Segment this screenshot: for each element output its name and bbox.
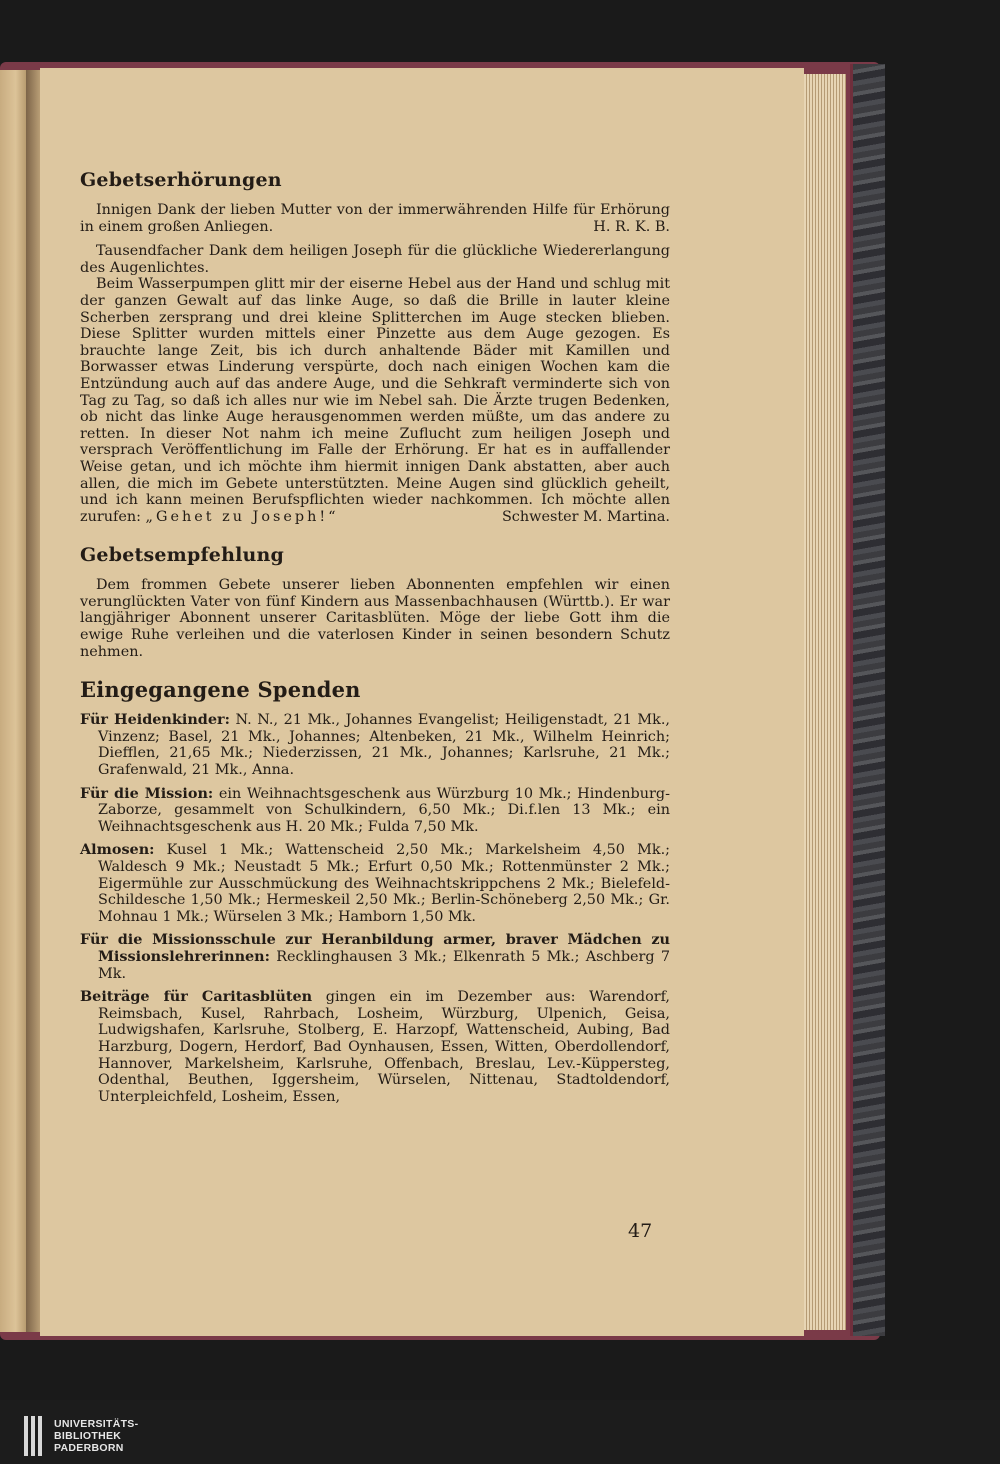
marbled-edge bbox=[850, 64, 885, 1336]
prayer-quote: „Gehet zu Joseph!“ bbox=[145, 508, 339, 525]
donation-text: ein Weihnachtsgeschenk aus Würzburg 10 Mk.; Hindenburg-Zaborze, gesammelt von Schulkindern, 6,50 Mk.; Di.f.len 13 Mk.; ein Weihnachtsgeschenk aus H. 20 Mk.; Fulda 7,50 Mk. bbox=[98, 785, 670, 835]
heading-recommendation: Gebetsempfehlung bbox=[80, 544, 285, 567]
donation-entry bbox=[80, 712, 670, 778]
prayer-paragraph-1 bbox=[80, 202, 670, 235]
donation-label: Für die Missionsschule zur Heranbildung armer, braver Mädchen zu Missionslehrerinnen: bbox=[80, 931, 670, 965]
logo-line: PADERBORN bbox=[54, 1442, 124, 1454]
donation-text: gingen ein im Dezember aus: Warendorf, Reimsbach, Kusel, Rahrbach, Losheim, Würzburg, Ulpenich, Geisa, Ludwigshafen, Karlsruhe, Stolberg, E. Harzopf, Wattenscheid, Aubing, Bad Harzburg, Dogern, Herdorf, Bad Oynhausen, Essen, Witten, Oberdollendorf, Hannover, Markelsheim, Karlsruhe, Offenbach, Breslau, Lev.-Küppersteg, Odenthal, Beuthen, Iggersheim, Würselen, Nittenau, Stadtoldendorf, Unterpleichfeld, Losheim, Essen, bbox=[98, 989, 671, 1105]
donation-label: Für Heidenkinder: bbox=[80, 711, 230, 729]
library-logo bbox=[24, 1416, 138, 1456]
prayer-paragraph-2: Tausendfacher Dank dem heiligen Joseph für die glückliche Wiedererlangung des Augenlichtes. bbox=[80, 243, 670, 276]
prayer-paragraph-3 bbox=[80, 276, 670, 525]
recommendation-paragraph: Dem frommen Gebete unserer lieben Abonnenten empfehlen wir einen verunglückten Vater von fünf Kindern aus Massenbachhausen (Württb.). Er war langjähriger Abonnent unserer Caritasblüten. Möge der liebe Gott ihm die ewige Ruhe verleihen und die vaterlosen Kinder in seinen besondern Schutz nehmen. bbox=[80, 577, 670, 660]
page-stack-edges bbox=[804, 74, 846, 1330]
library-logo-text bbox=[54, 1418, 138, 1454]
heading-prayers: Gebetserhörungen bbox=[80, 169, 282, 191]
donation-label: Für die Mission: bbox=[80, 784, 214, 802]
donation-entry bbox=[80, 989, 670, 1105]
prayer-text-1: Innigen Dank der lieben Mutter von der immerwährenden Hilfe für Erhörung in einem großen Anliegen. bbox=[80, 202, 670, 235]
facing-page-edge bbox=[0, 70, 26, 1332]
donation-text: N. N., 21 Mk., Johannes Evangelist; Heiligenstadt, 21 Mk., Vinzenz; Basel, 21 Mk., Johannes; Altenbeken, 21 Mk., Wilhelm Heinrich; Diefflen, 21,65 Mk.; Niederzissen, 21 Mk., Johannes; Karlsruhe, 21 Mk.; Grafenwald, 21 Mk., Anna. bbox=[98, 712, 671, 779]
heading-donations: Eingegangene Spenden bbox=[80, 677, 361, 703]
donation-entry bbox=[80, 786, 670, 836]
donation-label: Beiträge für Caritasblüten bbox=[80, 988, 313, 1006]
page-content bbox=[80, 168, 670, 1105]
donation-entry bbox=[80, 842, 670, 925]
book-gutter bbox=[26, 70, 40, 1332]
donation-text: Kusel 1 Mk.; Wattenscheid 2,50 Mk.; Markelsheim 4,50 Mk.; Waldesch 9 Mk.; Neustadt 5 Mk.; Erfurt 0,50 Mk.; Rottenmünster 2 Mk.; Eigermühle zur Ausschmückung des Weihnachtskrippchens 2 Mk.; Bielefeld-Schildesche 1,50 Mk.; Hermeskeil 2,50 Mk.; Berlin-Schöneberg 2,50 Mk.; Gr. Mohnau 1 Mk.; Würselen 3 Mk.; Hamborn 1,50 Mk. bbox=[98, 842, 671, 925]
prayer-text-3: Beim Wasserpumpen glitt mir der eiserne Hebel aus der Hand und schlug mit der ganzen Gewalt auf das linke Auge, so daß die Brille in lauter kleine Scherben zersprang und drei kleine Splitterchen im Auge stecken blieben. Diese Splitter wurden mittels einer Pinzette aus dem Auge gezogen. Es brauchte lange Zeit, bis ich durch anhaltende Bäder mit Kamillen und Borwasser etwas Linderung verspürte, doch nach einigen Wochen kam die Entzündung auch auf das andere Auge, und die Sehkraft verminderte sich von Tag zu Tag, so daß ich alles nur wie im Nebel sah. Die Ärzte trugen Bedenken, ob nicht das linke Auge herausgenommen werden müßte, um das andere zu retten. In dieser Not nahm ich meine Zuflucht zum heiligen Joseph und versprach Veröffentlichung im Falle der Erhörung. Er hat es in auffallender Weise getan, und ich möchte ihm hiermit innigen Dank abstatten, aber auch allen, die mich im Gebete unterstützten. Meine Augen sind glücklich geheilt, und ich kann meinen Berufspflichten wieder nachkommen. Ich möchte allen zurufen: bbox=[80, 276, 670, 525]
signature-2: Schwester M. Martina. bbox=[501, 508, 670, 525]
page-number: 47 bbox=[628, 1220, 653, 1242]
signature-1: H. R. K. B. bbox=[593, 218, 670, 235]
donation-label: Almosen: bbox=[80, 841, 155, 859]
donation-text: Recklinghausen 3 Mk.; Elkenrath 5 Mk.; Aschberg 7 Mk. bbox=[98, 948, 670, 982]
logo-line: BIBLIOTHEK bbox=[54, 1430, 122, 1442]
library-logo-icon bbox=[24, 1416, 44, 1456]
logo-line: UNIVERSITÄTS- bbox=[54, 1418, 139, 1430]
donation-entry bbox=[80, 932, 670, 982]
